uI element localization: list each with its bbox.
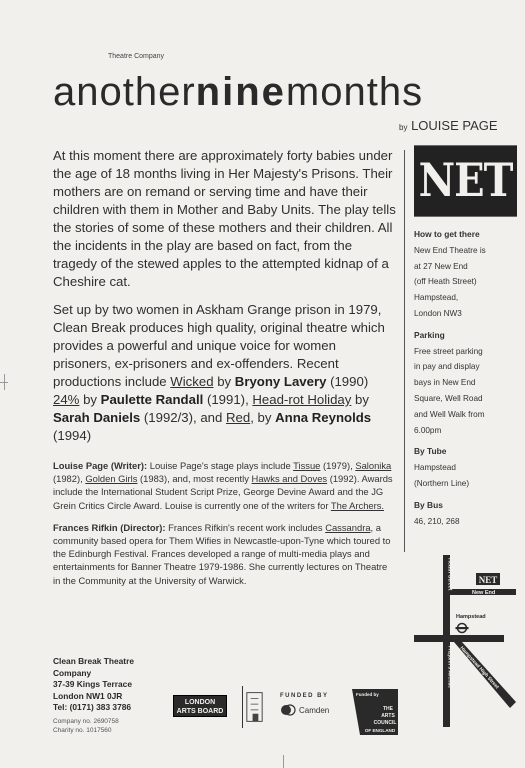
production-title: Red bbox=[226, 410, 251, 425]
map-new-end-label: New End bbox=[472, 590, 496, 596]
text-run: (1982), bbox=[53, 473, 86, 485]
text-run: by bbox=[351, 392, 369, 407]
how-text bbox=[414, 243, 522, 322]
lab-line: ARTS BOARD bbox=[176, 708, 224, 715]
bio-name: Louise Page (Writer): bbox=[53, 460, 148, 471]
address-line: Tel: (0171) 383 3786 bbox=[53, 702, 132, 713]
clean-break-paragraph bbox=[53, 301, 396, 445]
text-run: by bbox=[213, 374, 235, 389]
tube-heading: By Tube bbox=[414, 446, 447, 457]
arts-line: ARTS bbox=[381, 713, 395, 719]
text-run: by bbox=[79, 392, 101, 407]
address-line: 37-39 Kings Terrace bbox=[53, 679, 132, 690]
production-title: 24% bbox=[53, 392, 80, 407]
how-heading: How to get there bbox=[414, 229, 480, 239]
text-run: (1990) bbox=[326, 374, 369, 389]
arts-funded-label: Funded by bbox=[356, 692, 379, 697]
funded-by-label: FUNDED BY bbox=[280, 693, 329, 699]
arts-line: THE bbox=[383, 706, 393, 712]
info-line: 46, 210, 268 bbox=[414, 516, 460, 526]
main-text bbox=[53, 147, 396, 587]
arts-line: OF ENGLAND bbox=[364, 728, 396, 733]
info-line: New End Theatre is bbox=[414, 245, 486, 255]
footer-registration bbox=[53, 717, 119, 735]
writer-name: Bryony Lavery bbox=[234, 374, 327, 389]
footer-address bbox=[53, 656, 134, 714]
info-line: Hampstead, bbox=[414, 293, 459, 303]
arts-council-logo bbox=[352, 689, 398, 735]
address-line: Clean Break Theatre bbox=[53, 656, 134, 666]
map-fitzjohns-label: Fitzjohn's Avenue bbox=[446, 646, 453, 689]
london-arts-board-logo bbox=[173, 695, 227, 717]
lab-line: LONDON bbox=[184, 699, 216, 706]
address-line: London NW1 0JR bbox=[53, 690, 123, 701]
bio-frances-rifkin bbox=[53, 521, 396, 587]
arts-line: COUNCIL bbox=[373, 720, 397, 726]
intro-paragraph: At this moment there are approximately forty babies under the age of 18 months living in Her Majesty's Prisons. Their mothers are on remand or serving time and have their children with them in Mother and Baby Units. The play tells the stories of some of these mothers and their children. All the incidents in the play are based on fact, from the tragedy of the stewed apples to the attempted kidnap of a Cheshire cat. bbox=[53, 148, 396, 289]
info-line: (Northern Line) bbox=[414, 478, 470, 488]
registration-line: Company no. 2690758 bbox=[53, 718, 119, 725]
camden-label: Camden bbox=[299, 705, 330, 715]
sidebar-info bbox=[414, 227, 522, 532]
info-line: in pay and display bbox=[414, 362, 480, 372]
emblem-block bbox=[253, 714, 259, 722]
writer-name: Paulette Randall bbox=[100, 392, 204, 407]
funder-emblem-icon bbox=[242, 686, 266, 728]
info-line: Hampstead bbox=[414, 463, 456, 473]
info-line: (off Heath Street) bbox=[414, 277, 477, 287]
bus-heading: By Bus bbox=[414, 499, 443, 510]
info-line: 6.00pm bbox=[414, 425, 442, 435]
text-run: (1992). Awards include the International Student Script Prize, George Devine Award and the JG Grein Critics Circle Award. Louise is currently one of the writers for bbox=[53, 473, 393, 511]
info-line: bays in New End bbox=[414, 378, 476, 388]
cross-road bbox=[414, 635, 504, 642]
byline-by: by bbox=[399, 123, 408, 132]
info-line: Free street parking bbox=[414, 346, 483, 356]
text-run: Louise Page's stage plays include bbox=[147, 460, 294, 471]
text-run: , a community based opera for Them Wifies in Newcastle-upon-Tyne which toured to the Edinburgh Festival. Frances developed a range of multi-media plays and entertainments for Banner Theatre 1979-1986. She currently lectures on Theatre in the Community at the University of Warwick. bbox=[53, 521, 391, 586]
text-run: (1979), bbox=[320, 460, 356, 471]
bio-louise-page bbox=[53, 459, 396, 512]
map-high-street-label: Hampstead High Street bbox=[458, 645, 500, 691]
play-title: Salonika bbox=[355, 460, 392, 471]
registration-line: Charity no. 1017560 bbox=[53, 727, 112, 734]
title-bold: nine bbox=[195, 70, 286, 114]
writer-name: Anna Reynolds bbox=[275, 410, 372, 425]
title-part: months bbox=[285, 70, 424, 114]
parking-text bbox=[414, 344, 522, 439]
map-hampstead-label: Hampstead bbox=[456, 614, 486, 620]
bio-name: Frances Rifkin (Director): bbox=[53, 521, 166, 533]
production-title: Head-rot Holiday bbox=[252, 392, 352, 407]
info-line: Square, Well Road bbox=[414, 393, 483, 403]
text-run: (1994) bbox=[53, 428, 92, 443]
tube-icon-bar bbox=[456, 627, 469, 629]
text-run: Frances Rifkin's recent work includes bbox=[165, 521, 326, 533]
info-line: and Well Walk from bbox=[414, 409, 485, 419]
info-line: at 27 New End bbox=[414, 261, 468, 271]
title-part: another bbox=[53, 70, 196, 114]
camden-funding bbox=[280, 693, 340, 716]
crop-mark bbox=[4, 374, 5, 390]
text-run: , by bbox=[250, 410, 276, 425]
parking-heading: Parking bbox=[414, 329, 445, 340]
byline bbox=[399, 118, 498, 133]
bus-text bbox=[414, 514, 522, 530]
net-logo: NET bbox=[414, 145, 517, 216]
sidebar-divider bbox=[404, 150, 405, 552]
text-run: (1991), bbox=[203, 392, 253, 407]
info-line: London NW3 bbox=[414, 308, 462, 318]
writer-name: Sarah Daniels bbox=[53, 410, 141, 425]
address-line: Company bbox=[53, 667, 92, 678]
location-map bbox=[412, 552, 522, 732]
company-label: Theatre Company bbox=[108, 53, 165, 60]
page-title bbox=[53, 70, 423, 114]
camden-icon bbox=[280, 704, 296, 716]
author-name: LOUISE PAGE bbox=[411, 118, 498, 133]
tube-text bbox=[414, 460, 522, 492]
play-title: Hawks and Doves bbox=[251, 473, 328, 485]
play-title: Cassandra bbox=[325, 521, 371, 533]
play-title: Tissue bbox=[293, 460, 321, 471]
text-run: Set up by two women in Askham Grange prison in 1979, Clean Break produces high quality, original theatre which provides a powerful and unique voice for women prisoners, ex-prisoners and ex-offenders. Recent productions include bbox=[53, 302, 385, 389]
map-heath-street-label: Heath Street bbox=[446, 558, 453, 591]
camden-logo bbox=[280, 704, 340, 716]
text-run: (1992/3), and bbox=[140, 410, 227, 425]
text-run: (1983), and, most recently bbox=[137, 473, 252, 485]
map-net-label: NET bbox=[478, 575, 498, 585]
play-title: Golden Girls bbox=[85, 473, 138, 485]
crop-mark bbox=[283, 755, 284, 768]
production-title: Wicked bbox=[170, 374, 214, 389]
play-title: The Archers. bbox=[330, 499, 385, 511]
